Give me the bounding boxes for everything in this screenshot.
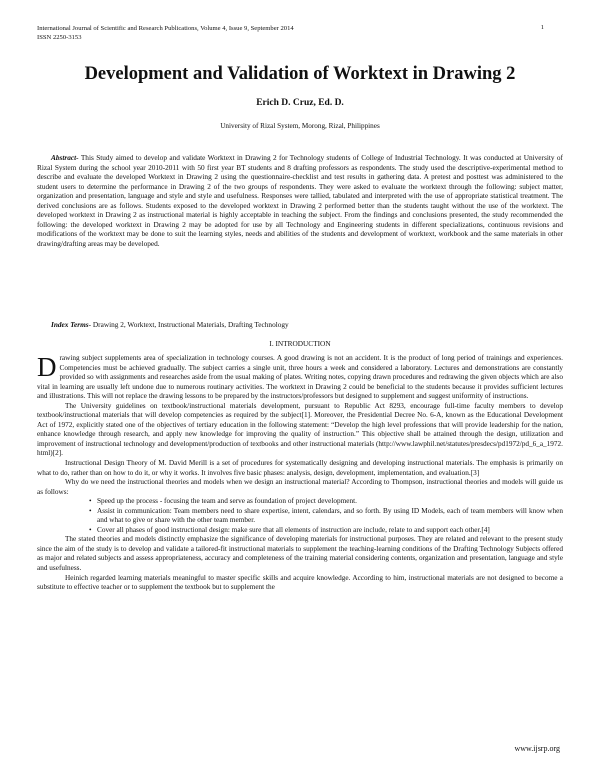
list-item: • Cover all phases of good instructional design: make sure that all elements of instruction are include, relate to and support each other.[4] [89,525,490,534]
index-terms-label: Index Terms [51,320,89,329]
body-text [37,354,563,593]
running-header [37,24,294,42]
issn: ISSN 2250-3153 [37,34,82,41]
page-number: 1 [540,24,544,31]
footer-url[interactable]: www.ijsrp.org [514,744,560,753]
paragraph: The stated theories and models distinctly emphasize the significance of developing materials for instructional purposes. They are related and relevant to the present study since the aim of the study is to develop and validate a tailored-fit instructional materials to supplement the teaching-learning conditions of the Drafting Technology Subjects offered as major and related subjects and assess appropriateness, accuracy and completeness of the training material considering contents, organization and presentation, language and style and usefulness. [37,535,563,573]
abstract [37,153,563,248]
abstract-text: This Study aimed to develop and validate Worktext in Drawing 2 for Technology students of College of Industrial Technology. It was conducted at University of Rizal System during the school year 2010-2011 with 50 first year BT students and 8 drafting professors as respondents. The study used the descriptive-experimental method to describe and evaluate the developed Worktext in Drawing 2 using the questionnaire-checklist and test results in gathering data. A pretest and posttest was administered to the student users to determine the performance in Drawing 2 of the two groups of respondents. They were asked to evaluate the worktext through the following: subject matter, organization and presentation, language and style and style and usefulness. Responses were tallied, tabulated and interpreted with the use of appropriate statistical treatment. The derived conclusions are as follows. Students exposed to the developed worktext in Drawing 2 performed better than the students taught without the use of the worktext. The developed worktext in Drawing 2 as instructional material is highly acceptable in teaching the subject. From the findings and conclusions presented, the study recommended the following: the developed worktext in Drawing 2 may be adopted for use by all Technology and Engineering students in different specializations, continuous revisions and modifications of the worktext may be done to suit the learning styles, needs and abilities of the students and development of worktext, workbook and the same materials in other drawing/drafting areas may be developed. [37,153,563,248]
index-terms [37,320,563,329]
journal-name: International Journal of Scientific and Research Publications, Volume 4, Issue 9, September 2014 [37,25,294,32]
bullet-mark: • [89,497,92,506]
list-item: • Assist in communication: Team members need to share expertise, intent, calendars, and so forth. By using ID Models, each of team members will know when and what to give or share with the other team member. [89,506,563,525]
author: Erich D. Cruz, Ed. D. [256,98,344,108]
drop-cap: D [37,352,57,382]
paragraph: Drawing subject supplements area of specialization in technology courses. A good drawing is not an accident. It is the product of long period of trainings and experiences. Competencies must be achieved gradually. The subject carries a single unit, three hours a week and considered a laboratory. Lectures and demonstrations are constantly provided so with assignments and researches aside from the usual making of plates. Writing notes, copying drawn procedures and redrawing the given objects which are also vital in learning are usually left undone due to numerous routinary activities. The worktext in Drawing 2 could be beneficial to the students because it provides sufficient lectures and illustrations. This will not replace the drawing lessons to be prepared by the instructors/professors but designed to supplement and suggest uniformity of instructions. [37,352,563,401]
bullet-mark: • [89,506,92,515]
bullet-list [37,497,563,535]
list-item: • Speed up the process - focusing the team and serve as foundation of project development. [89,497,357,506]
section-heading: I. INTRODUCTION [269,339,331,348]
paper-title: Development and Validation of Worktext in Drawing 2 [84,64,516,84]
abstract-label: Abstract- [51,153,79,162]
paragraph: Instructional Design Theory of M. David Merill is a set of procedures for systematically designing and developing instructional materials. The emphasis is primarily on what to do, rather than on how to do it, or why it works. It involves five basic phases: analysis, design, development, implementation, and evaluation.[3] [37,459,563,477]
index-terms-text: - Drawing 2, Worktext, Instructional Materials, Drafting Technology [88,320,289,329]
bullet-mark: • [89,525,92,534]
paragraph: The University guidelines on textbook/instructional materials development, pursuant to Republic Act 8293, encourage full-time faculty members to develop textbook/instructional materials that will develop competencies as required by the subject[1]. Moreover, the Presidential Decree No. 6-A, known as the Educational Development Act of 1972, explicitly stated one of the objectives of tertiary education in the following statement: “Develop the high level professions that will provide leadership for the nation, enhance knowledge through research, and apply new knowledge for improving the quality of instruction.” This objective shall be attained through the design, utilization and improvement of instructional technology and development/production of textbooks and other instructional materials (http://www.lawphil.net/statutes/presdecs/pd1972/pd_6_a_1972. html)[2]. [37,401,563,458]
affiliation: University of Rizal System, Morong, Rizal, Philippines [220,122,380,130]
paragraph: Heinich regarded learning materials meaningful to master specific skills and acquire knowledge. According to him, instructional materials are not designed to become a substitute to effective teacher or to supplement the textbook but to supplement the [37,573,563,592]
paragraph: Why do we need the instructional theories and models when we design an instructional material? According to Thompson, instructional theories and models will guide us as follows: [37,478,563,496]
